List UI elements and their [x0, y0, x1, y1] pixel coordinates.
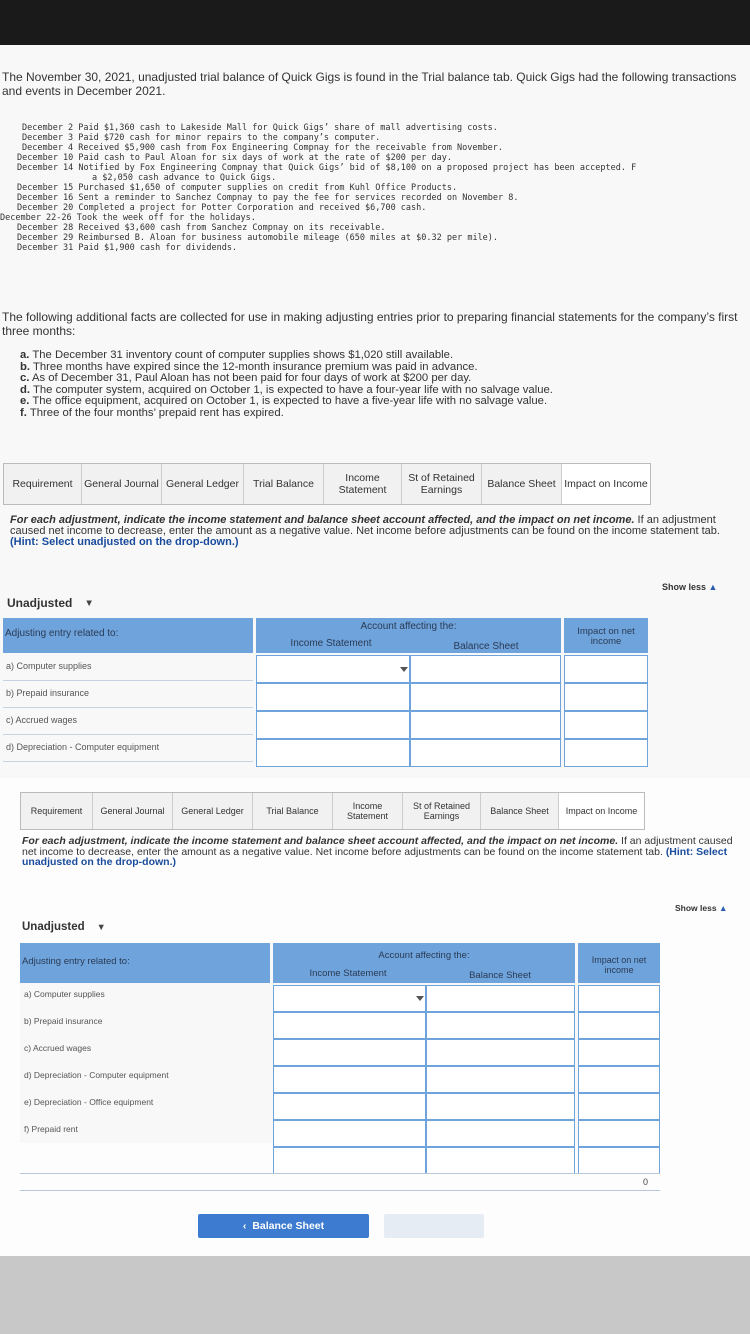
- fact-item: d. The computer system, acquired on October 1, is expected to have a four-year life with no salvage value.: [20, 383, 553, 396]
- lower-screenshot: [0, 778, 750, 1256]
- transaction-line: a $2,050 cash advance to Quick Gigs.: [92, 173, 277, 183]
- instruction-text: For each adjustment, indicate the income statement and balance sheet account affected, and the impact on net income. If an adjustment caused net income to decrease, enter the amount as a negative value. Net income before adjustments can be found on the income statement tab. (Hint: Select unadjusted on the drop-down.): [22, 835, 733, 868]
- transaction-line: December 29 Reimbursed B. Aloan for business automobile mileage (650 miles at $0.32 per mile).: [17, 233, 499, 243]
- chevron-down-icon: ▼: [96, 922, 106, 932]
- intro-text: The November 30, 2021, unadjusted trial balance of Quick Gigs is found in the Trial balance tab. Quick Gigs had the following transactions and events in December 2021.: [2, 70, 737, 98]
- impact-input[interactable]: [578, 1066, 660, 1093]
- row-divider: [3, 680, 253, 681]
- instruction-text: For each adjustment, indicate the income statement and balance sheet account affected, and the impact on net income. If an adjustment caused net income to decrease, enter the amount as a negative value. Net income before adjustments can be found on the income statement tab. (Hint: Select unadjusted on the drop-down.): [10, 514, 720, 548]
- balance-sheet-select[interactable]: [426, 1120, 575, 1147]
- facts-intro: The following additional facts are collected for use in making adjusting entries prior to preparing financial statements for the company’s first three months:: [2, 310, 738, 338]
- transaction-line: December 14 Notified by Fox Engineering Compnay that Quick Gigs’ bid of $8,100 on a proposed project has been accepted. F: [17, 163, 637, 173]
- row-divider: [3, 761, 253, 762]
- chevron-down-icon: [416, 996, 424, 1001]
- row-label: c) Accrued wages: [24, 1043, 92, 1053]
- caret-up-icon: ▲: [718, 903, 728, 913]
- income-statement-select[interactable]: [256, 655, 410, 683]
- row-divider: [20, 1173, 660, 1174]
- unadjusted-dropdown[interactable]: Unadjusted ▼: [7, 596, 94, 610]
- income-statement-header: Income Statement: [309, 968, 387, 979]
- fact-item: a. The December 31 inventory count of computer supplies shows $1,020 still available.: [20, 349, 454, 361]
- row-divider: [20, 1190, 660, 1191]
- transaction-line: December 10 Paid cash to Paul Aloan for six days of work at the rate of $200 per day.: [17, 153, 452, 163]
- balance-sheet-header: Balance Sheet: [453, 641, 519, 652]
- impact-input[interactable]: [564, 655, 648, 683]
- income-statement-select[interactable]: [273, 1147, 426, 1174]
- show-less-link[interactable]: Show less ▲: [662, 582, 718, 592]
- show-less-link[interactable]: Show less ▲: [675, 903, 728, 913]
- impact-input[interactable]: [564, 711, 648, 739]
- impact-input[interactable]: [578, 1093, 660, 1120]
- account-affecting-header: Account affecting the:: [378, 950, 470, 961]
- balance-sheet-select[interactable]: [410, 711, 561, 739]
- balance-sheet-select[interactable]: [410, 655, 561, 683]
- caret-up-icon: ▲: [708, 582, 718, 592]
- tab-retained-earnings[interactable]: St of Retained Earnings: [402, 464, 482, 504]
- tab-general-journal[interactable]: General Journal: [82, 464, 162, 504]
- top-black-band: [0, 0, 750, 45]
- transaction-line: December 16 Sent a reminder to Sanchez Compnay to pay the fee for services recorded on November 8.: [17, 193, 519, 203]
- row-label: f) Prepaid rent: [24, 1124, 78, 1134]
- impact-input[interactable]: [578, 1120, 660, 1147]
- tab-balance-sheet[interactable]: Balance Sheet: [482, 464, 562, 504]
- income-statement-select[interactable]: [273, 1066, 426, 1093]
- impact-input[interactable]: [578, 985, 660, 1012]
- tab-impact-on-income[interactable]: Impact on Income: [559, 793, 644, 829]
- impact-input[interactable]: [564, 683, 648, 711]
- account-affecting-header: Account affecting the:: [360, 621, 457, 632]
- income-statement-select[interactable]: [256, 711, 410, 739]
- balance-sheet-select[interactable]: [426, 1039, 575, 1066]
- tab-impact-on-income[interactable]: Impact on Income: [562, 464, 650, 504]
- row-label: a) Computer supplies: [6, 661, 92, 671]
- tab-general-ledger[interactable]: General Ledger: [162, 464, 244, 504]
- balance-sheet-select[interactable]: [410, 739, 561, 767]
- impact-grid: [3, 618, 648, 778]
- income-statement-select[interactable]: [273, 1093, 426, 1120]
- tab-bar: [3, 463, 651, 505]
- row-label: d) Depreciation - Computer equipment: [6, 742, 160, 752]
- row-label: b) Prepaid insurance: [6, 688, 90, 698]
- tab-retained-earnings[interactable]: St of Retained Earnings: [403, 793, 481, 829]
- fact-item: e. The office equipment, acquired on October 1, is expected to have a five-year life with no salvage value.: [20, 395, 548, 408]
- tab-balance-sheet[interactable]: Balance Sheet: [481, 793, 559, 829]
- income-statement-select[interactable]: [273, 1039, 426, 1066]
- row-divider: [3, 707, 253, 708]
- tab-bar: [20, 792, 645, 830]
- balance-sheet-select[interactable]: [426, 1093, 575, 1120]
- impact-header: Impact on net income: [591, 955, 647, 975]
- impact-input[interactable]: [578, 1147, 660, 1174]
- balance-sheet-select[interactable]: [426, 985, 575, 1012]
- transaction-line: December 22-26 Took the week off for the holidays.: [0, 213, 256, 223]
- transaction-line: December 28 Received $3,600 cash from Sanchez Compnay on its receivable.: [17, 223, 386, 233]
- tab-general-journal[interactable]: General Journal: [93, 793, 173, 829]
- row-label: e) Depreciation - Office equipment: [24, 1097, 154, 1107]
- income-statement-select[interactable]: [273, 1120, 426, 1147]
- chevron-left-icon: ‹: [242, 1220, 247, 1232]
- tab-income-statement[interactable]: Income Statement: [324, 464, 402, 504]
- row-label: a) Computer supplies: [24, 989, 105, 999]
- income-statement-select[interactable]: [273, 985, 426, 1012]
- bottom-gray-band: [0, 1256, 750, 1334]
- tab-income-statement[interactable]: Income Statement: [333, 793, 403, 829]
- transaction-line: December 15 Purchased $1,650 of computer supplies on credit from Kuhl Office Products.: [17, 183, 458, 193]
- row-label: c) Accrued wages: [6, 715, 78, 725]
- balance-sheet-header: Balance Sheet: [469, 970, 531, 981]
- fact-item: b. Three months have expired since the 12-month insurance premium was paid in advance.: [20, 360, 478, 373]
- tab-trial-balance[interactable]: Trial Balance: [253, 793, 333, 829]
- adjusting-entry-header: Adjusting entry related to:: [22, 956, 130, 967]
- income-statement-select[interactable]: [273, 1012, 426, 1039]
- transaction-line: December 3 Paid $720 cash for minor repairs to the company’s computer.: [22, 133, 381, 143]
- impact-input[interactable]: [564, 739, 648, 767]
- prev-balance-sheet-button[interactable]: ‹ Balance Sheet: [198, 1214, 369, 1238]
- unadjusted-dropdown[interactable]: Unadjusted ▼: [22, 921, 106, 933]
- row-divider: [3, 734, 253, 735]
- chevron-down-icon: [400, 667, 408, 672]
- balance-sheet-select[interactable]: [426, 1066, 575, 1093]
- fact-item: f. Three of the four months’ prepaid rent has expired.: [20, 406, 284, 419]
- balance-sheet-select[interactable]: [426, 1147, 575, 1174]
- impact-input[interactable]: [578, 1039, 660, 1066]
- tab-requirement[interactable]: Requirement: [4, 464, 82, 504]
- row-label: b) Prepaid insurance: [24, 1016, 103, 1026]
- transaction-line: December 31 Paid $1,900 cash for dividends.: [17, 243, 238, 253]
- income-statement-header: Income Statement: [290, 638, 372, 649]
- impact-header: Impact on net income: [577, 626, 635, 647]
- upper-screenshot: [0, 45, 750, 778]
- income-statement-select[interactable]: [256, 683, 410, 711]
- chevron-down-icon: ▼: [84, 597, 94, 609]
- row-label: d) Depreciation - Computer equipment: [24, 1070, 169, 1080]
- income-statement-select[interactable]: [256, 739, 410, 767]
- impact-total: 0: [643, 1177, 649, 1187]
- balance-sheet-select[interactable]: [426, 1012, 575, 1039]
- transaction-line: December 2 Paid $1,360 cash to Lakeside Mall for Quick Gigs’ share of mall advertising costs.: [22, 123, 498, 133]
- impact-input[interactable]: [578, 1012, 660, 1039]
- fact-item: c. As of December 31, Paul Aloan has not been paid for four days of work at $200 per day.: [20, 372, 472, 385]
- tab-general-ledger[interactable]: General Ledger: [173, 793, 253, 829]
- tab-requirement[interactable]: Requirement: [21, 793, 93, 829]
- balance-sheet-select[interactable]: [410, 683, 561, 711]
- adjusting-entry-header: Adjusting entry related to:: [5, 628, 119, 639]
- transaction-line: December 20 Completed a project for Potter Corporation and received $6,700 cash.: [17, 203, 427, 213]
- transaction-line: December 4 Received $5,900 cash from Fox Engineering Compnay for the receivable from November.: [22, 143, 504, 153]
- next-button-disabled: [384, 1214, 484, 1238]
- tab-trial-balance[interactable]: Trial Balance: [244, 464, 324, 504]
- adjusting-facts-list: [20, 350, 720, 420]
